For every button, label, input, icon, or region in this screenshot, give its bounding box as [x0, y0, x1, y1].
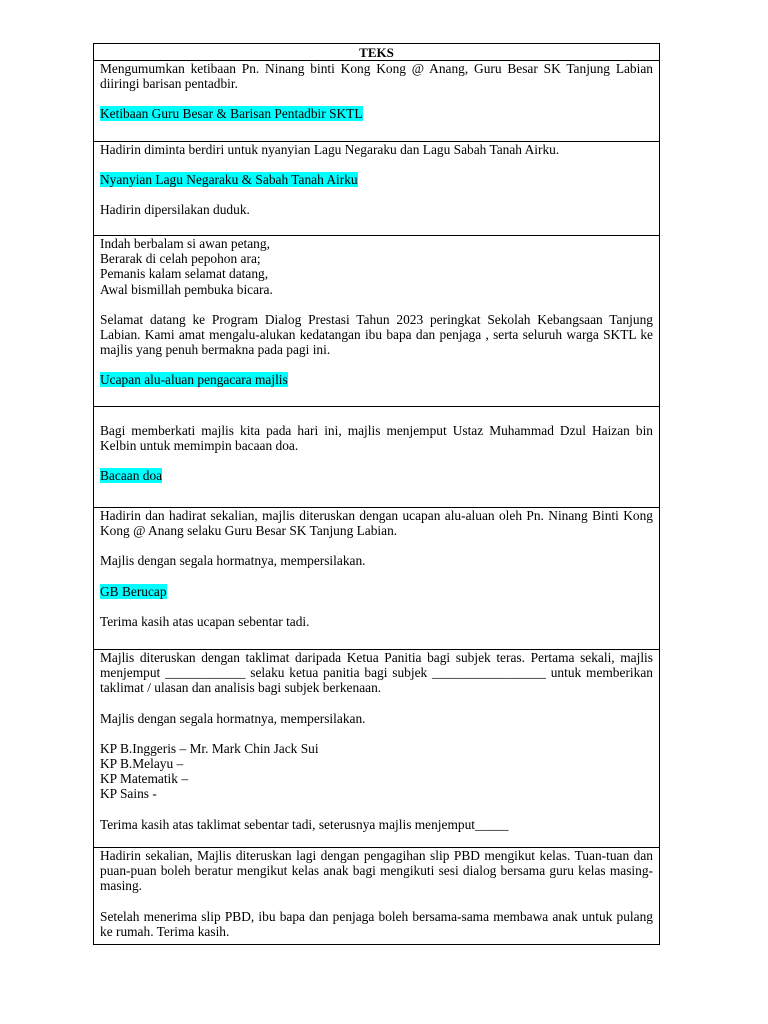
- table-row: [94, 650, 660, 848]
- speech-thanks-text: Terima kasih atas ucapan sebentar tadi.: [100, 613, 310, 629]
- prayer-highlight: Bacaan doa: [100, 468, 163, 484]
- row-anthem: [94, 142, 660, 236]
- briefing-text: [100, 650, 653, 696]
- briefing-blank-name: ____________: [165, 665, 246, 681]
- briefing-text-b: selaku ketua panitia bagi subjek: [250, 665, 428, 681]
- pantun-line: Berarak di celah pepohon ara;: [100, 251, 261, 267]
- row-arrival: [94, 61, 660, 142]
- prayer-text: Bagi memberkati majlis kita pada hari ini, majlis menjemput Ustaz Muhammad Dzul Haizan bin Kelbin untuk memimpin bacaan doa.: [100, 423, 653, 454]
- table-row: [94, 236, 660, 407]
- arrival-highlight: Ketibaan Guru Besar & Barisan Pentadbir SKTL: [100, 106, 363, 122]
- table-row: [94, 848, 660, 945]
- row-briefing: [94, 650, 660, 848]
- table-header-teks: TEKS: [94, 44, 660, 61]
- kp-item: KP B.Inggeris – Mr. Mark Chin Jack Sui: [100, 740, 319, 756]
- table-header-row: [94, 44, 660, 61]
- pantun-line: Awal bismillah pembuka bicara.: [100, 281, 273, 297]
- briefing-text-c: untuk memberikan taklimat / ulasan dan analisis bagi subjek berkenaan.: [100, 665, 653, 696]
- kp-item: KP Sains -: [100, 786, 157, 802]
- anthem-sit-text: Hadirin dipersilakan duduk.: [100, 202, 250, 218]
- slip-text: Hadirin sekalian, Majlis diteruskan lagi dengan pengagihan slip PBD mengikut kelas. Tuan-tuan dan puan-puan boleh beratur mengikut kelas anak bagi mengikuti sesi dialog bersama guru kelas masing-masing.: [100, 848, 653, 894]
- briefing-blank-subject: _________________: [432, 665, 546, 681]
- speech-cue: [100, 584, 653, 599]
- table-row: [94, 407, 660, 508]
- pantun-line: Pemanis kalam selamat datang,: [100, 266, 269, 282]
- row-welcome: [94, 236, 660, 407]
- prayer-cue: [100, 468, 653, 483]
- speech-text: Hadirin dan hadirat sekalian, majlis diteruskan dengan ucapan alu-aluan oleh Pn. Ninang Binti Kong Kong @ Anang selaku Guru Besar SK Tanjung Labian.: [100, 508, 653, 539]
- slip-closing-text: Setelah menerima slip PBD, ibu bapa dan penjaga boleh bersama-sama membawa anak untuk pulang ke rumah. Terima kasih.: [100, 908, 653, 939]
- kp-item: KP B.Melayu –: [100, 756, 184, 772]
- row-speech: [94, 508, 660, 650]
- kp-list: [100, 741, 653, 802]
- anthem-cue: [100, 172, 653, 187]
- welcome-cue: [100, 372, 653, 387]
- briefing-thanks-text: Terima kasih atas taklimat sebentar tadi, seterusnya majlis menjemput_____: [100, 816, 509, 832]
- table-row: [94, 508, 660, 650]
- anthem-text: Hadirin diminta berdiri untuk nyanyian Lagu Negaraku dan Lagu Sabah Tanah Airku.: [100, 142, 560, 157]
- pantun-block: [100, 236, 653, 297]
- row-slip: [94, 848, 660, 945]
- table-row: [94, 142, 660, 236]
- briefing-text-a: Majlis diteruskan dengan taklimat daripada Ketua Panitia bagi subjek teras. Pertama sekali, majlis menjemput: [100, 650, 653, 681]
- speech-highlight: GB Berucap: [100, 583, 167, 599]
- arrival-cue: [100, 106, 653, 121]
- script-table: [93, 43, 660, 945]
- row-prayer: [94, 407, 660, 508]
- speech-invite-text: Majlis dengan segala hormatnya, mempersilakan.: [100, 553, 366, 569]
- table-row: [94, 61, 660, 142]
- anthem-highlight: Nyanyian Lagu Negaraku & Sabah Tanah Airku: [100, 172, 358, 188]
- welcome-text: Selamat datang ke Program Dialog Prestasi Tahun 2023 peringkat Sekolah Kebangsaan Tanjung Labian. Kami amat mengalu-alukan kedatangan ibu bapa dan penjaga , serta seluruh warga SKTL ke majlis yang penuh bermakna pada pagi ini.: [100, 311, 653, 358]
- kp-item: KP Matematik –: [100, 771, 189, 787]
- pantun-line: Indah berbalam si awan petang,: [100, 236, 270, 251]
- arrival-text: Mengumumkan ketibaan Pn. Ninang binti Kong Kong @ Anang, Guru Besar SK Tanjung Labian diiringi barisan pentadbir.: [100, 61, 653, 92]
- briefing-invite-text: Majlis dengan segala hormatnya, mempersilakan.: [100, 710, 366, 726]
- welcome-highlight: Ucapan alu-aluan pengacara majlis: [100, 372, 288, 388]
